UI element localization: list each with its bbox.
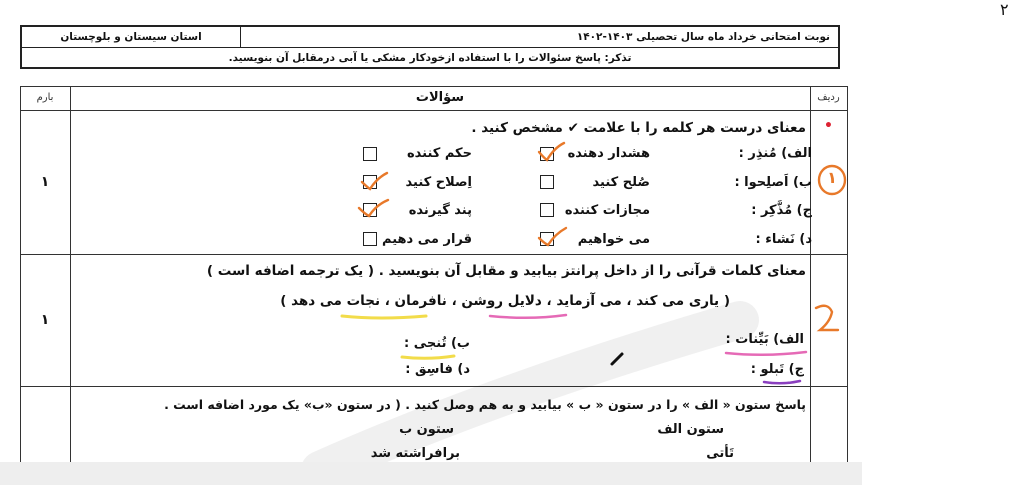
q2-score: ۱ <box>40 312 50 328</box>
q1-word-a: الف) مُنذِر : <box>738 146 812 161</box>
q1-bullet: • <box>824 118 833 134</box>
q1-a-opt2: حکم کننده <box>406 146 472 161</box>
table-top-border <box>20 86 848 87</box>
q1-c-check-mark <box>356 196 390 222</box>
q1-a-opt1: هشدار دهنده <box>567 146 650 161</box>
q2-item-c: ج) تَبلو : <box>750 362 804 377</box>
header-divider <box>20 110 848 111</box>
q1-d-opt2: قرار می دهیم <box>382 232 472 247</box>
q1-handwritten-number: ۱ <box>827 168 837 187</box>
q1-b-opt2: اِصلاح کنید <box>405 175 472 190</box>
q2-choices: ( یاری می کند ، می آزماید ، دلایل روشن ، نافرمان ، نجات می دهد ) <box>280 293 730 309</box>
q1-c-opt1-checkbox[interactable] <box>540 203 554 217</box>
q1-instruction: معنای درست هر کلمه را با علامت ✔ مشخص کنید . <box>471 120 806 136</box>
q1-score: ۱ <box>40 174 50 190</box>
q3-instruction: پاسخ ستون « الف » را در ستون « ب » بیابید و به هم وصل کنید . ( در ستون «ب» یک مورد اضافه است . <box>164 397 806 412</box>
exam-title: نوبت امتحانی خرداد ماه سال تحصیلی ۱۴۰۳-۱۴۰۲ <box>576 31 830 43</box>
q2-handwritten-number: ۲ <box>1000 0 1009 19</box>
bottom-band <box>0 462 862 485</box>
score-column-header: بارم <box>36 92 54 103</box>
q3-column-a-item-1: تَأتی <box>706 446 734 461</box>
row-column-header: ردیف <box>817 92 840 103</box>
table-left-border <box>20 86 21 485</box>
q1-d-opt1: می خواهیم <box>577 232 650 247</box>
province-label: استان سیستان و بلوچستان <box>22 27 241 47</box>
exam-note: تذکر: پاسخ سئوالات را با استفاده ازخودکار مشکی یا آبی درمقابل آن بنویسید. <box>228 52 632 64</box>
score-col-divider <box>70 86 71 485</box>
q3-column-a-header: ستون الف <box>657 422 724 437</box>
q1-a-check-mark <box>536 140 566 166</box>
q3-column-b-header: ستون ب <box>399 422 454 437</box>
header-top-row <box>22 27 838 48</box>
q1-a-opt2-checkbox[interactable] <box>363 147 377 161</box>
q1-b-opt1: صُلح کنید <box>592 175 650 190</box>
watermark-graphic <box>300 300 760 485</box>
row-divider-1 <box>20 254 848 255</box>
q2-item-a: الف) بَیِّنات : <box>725 332 804 347</box>
q1-word-c: ج) مُذَّکِر : <box>751 203 812 218</box>
q2-instruction: معنای کلمات قرآنی را از داخل پرانتز بیابید و مقابل آن بنویسید . ( یک ترجمه اضافه است ) <box>206 263 806 279</box>
q2-item-b: ب) تُنجی : <box>404 336 470 351</box>
q1-b-opt1-checkbox[interactable] <box>540 175 554 189</box>
questions-column-header: سؤالات <box>415 90 465 105</box>
q2-item-d: د) فاسِق : <box>405 362 470 377</box>
q1-d-check-mark <box>536 224 568 250</box>
q1-d-opt2-checkbox[interactable] <box>363 232 377 246</box>
table-right-border <box>847 86 848 485</box>
q1-word-d: د) نَشاء : <box>755 232 812 247</box>
q1-word-b: ب) اَصلِحوا : <box>734 175 812 190</box>
q1-c-opt2: پند گیرنده <box>408 203 472 218</box>
q3-column-b-item-1: برافراشته شد <box>370 446 460 461</box>
q1-c-opt1: مجازات کننده <box>564 203 650 218</box>
exam-header <box>20 25 840 69</box>
q2-handwritten-number-mark <box>808 300 848 336</box>
q2-item-c-highlight <box>760 377 804 387</box>
q1-b-check-mark <box>359 168 389 194</box>
